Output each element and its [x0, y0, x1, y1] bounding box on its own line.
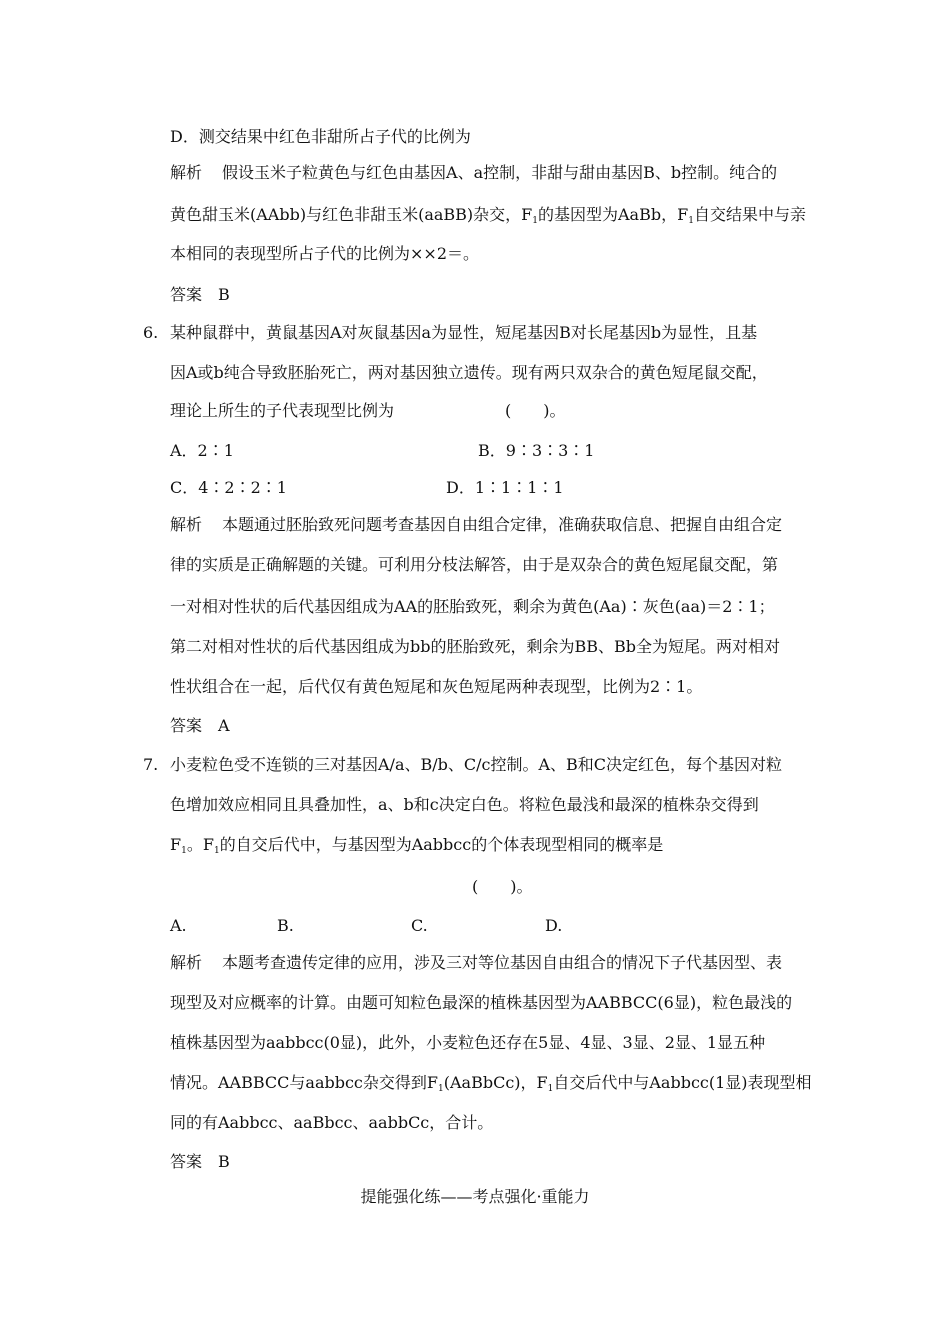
subscript: 1: [438, 1084, 444, 1094]
analysis-text: 情况。AABBCC与aabbcc杂交得到F: [170, 1073, 438, 1092]
analysis-label: 解析: [170, 515, 203, 534]
q6-analysis-line-4: 第二对相对性状的后代基因组成为bb的胚胎致死，剩余为BB、Bb全为短尾。两对相对: [170, 637, 781, 656]
analysis-text: 自交结果中与亲: [693, 205, 806, 224]
q6-analysis-line-3: 一对相对性状的后代基因组成为AA的胚胎致死，剩余为黄色(Aa)∶灰色(aa)＝2∶1；: [170, 597, 775, 616]
section-heading: 提能强化练——考点强化·重能力: [360, 1187, 590, 1206]
q6-stem-line-2: 因A或b纯合导致胚胎死亡，两对基因独立遗传。现有两只双杂合的黄色短尾鼠交配，: [170, 363, 768, 382]
q7-analysis-line-2: 现型及对应概率的计算。由题可知粒色最深的植株基因型为AABBCC(6显)，粒色最浅的: [170, 993, 793, 1012]
analysis-label: 解析: [170, 163, 203, 182]
analysis-text: 黄色甜玉米(AAbb)与红色非甜玉米(aaBB)杂交，F: [170, 205, 533, 224]
subscript: 1: [181, 846, 187, 856]
q5-analysis-line-2: [170, 205, 806, 231]
q7-option-d: D.: [545, 916, 563, 935]
q5-analysis-line-3: 本相同的表现型所占子代的比例为××2＝。: [170, 244, 479, 263]
analysis-text: 自交后代中与Aabbcc(1显)表现型相: [553, 1073, 812, 1092]
q7-analysis-line-5: 同的有Aabbcc、aaBbcc、aabbCc，合计。: [170, 1113, 494, 1132]
analysis-text: 的基因型为AaBb，F: [538, 205, 689, 224]
q7-analysis-line-3: 植株基因型为aabbcc(0显)，此外，小麦粒色还存在5显、4显、3显、2显、1显五种: [170, 1033, 766, 1052]
subscript: 1: [532, 216, 538, 226]
q7-stem-line-3: [170, 835, 663, 861]
q6-answer-paren: ( )。: [505, 401, 566, 420]
analysis-text: (AaBbCc)，F: [443, 1073, 548, 1092]
stem-text: 。F: [186, 835, 214, 854]
q6-stem-line-1: 某种鼠群中，黄鼠基因A对灰鼠基因a为显性，短尾基因B对长尾基因b为显性，且基: [170, 323, 758, 342]
q6-option-b: B．9∶3∶3∶1: [478, 441, 595, 460]
q7-answer-paren: ( )。: [472, 877, 533, 896]
q6-option-d: D．1∶1∶1∶1: [446, 478, 564, 497]
analysis-text: 本题考查遗传定律的应用，涉及三对等位基因自由组合的情况下子代基因型、表: [222, 953, 783, 972]
stem-text: 的自交后代中，与基因型为Aabbcc的个体表现型相同的概率是: [219, 835, 664, 854]
q6-analysis-line-5: 性状组合在一起，后代仅有黄色短尾和灰色短尾两种表现型，比例为2∶1。: [170, 677, 703, 696]
q7-number: 7.: [143, 755, 159, 774]
q6-analysis-line-2: 律的实质是正确解题的关键。可利用分枝法解答，由于是双杂合的黄色短尾鼠交配，第: [170, 555, 779, 574]
q6-stem-line-3: 理论上所生的子代表现型比例为: [170, 401, 395, 420]
q7-analysis-line-4: [170, 1073, 812, 1099]
q7-option-a: A.: [170, 916, 187, 935]
q6-number: 6.: [143, 323, 159, 342]
q7-analysis-line-1: [170, 953, 782, 973]
subscript: 1: [688, 216, 694, 226]
q6-option-c: C．4∶2∶2∶1: [170, 478, 287, 497]
analysis-text: 本题通过胚胎致死问题考查基因自由组合定律，准确获取信息、把握自由组合定: [222, 515, 783, 534]
q7-answer: 答案 B: [170, 1152, 230, 1171]
q6-analysis-line-1: [170, 515, 782, 535]
q6-answer: 答案 A: [170, 716, 230, 735]
q7-option-c: C.: [411, 916, 428, 935]
q7-stem-line-2: 色增加效应相同且具叠加性，a、b和c决定白色。将粒色最浅和最深的植株杂交得到: [170, 795, 759, 814]
analysis-text: 假设玉米子粒黄色与红色由基因A、a控制，非甜与甜由基因B、b控制。纯合的: [222, 163, 778, 182]
subscript: 1: [213, 846, 220, 856]
subscript: 1: [547, 1084, 554, 1094]
stem-text: F: [170, 835, 182, 854]
q7-option-b: B.: [277, 916, 294, 935]
q5-answer: 答案 B: [170, 285, 230, 304]
q7-stem-line-1: 小麦粒色受不连锁的三对基因A/a、B/b、C/c控制。A、B和C决定红色，每个基因对粒: [170, 755, 783, 774]
q5-analysis-line-1: [170, 163, 777, 183]
q5-option-d: D．测交结果中红色非甜所占子代的比例为: [170, 127, 471, 146]
analysis-label: 解析: [170, 953, 203, 972]
q6-option-a: A．2∶1: [170, 441, 234, 460]
